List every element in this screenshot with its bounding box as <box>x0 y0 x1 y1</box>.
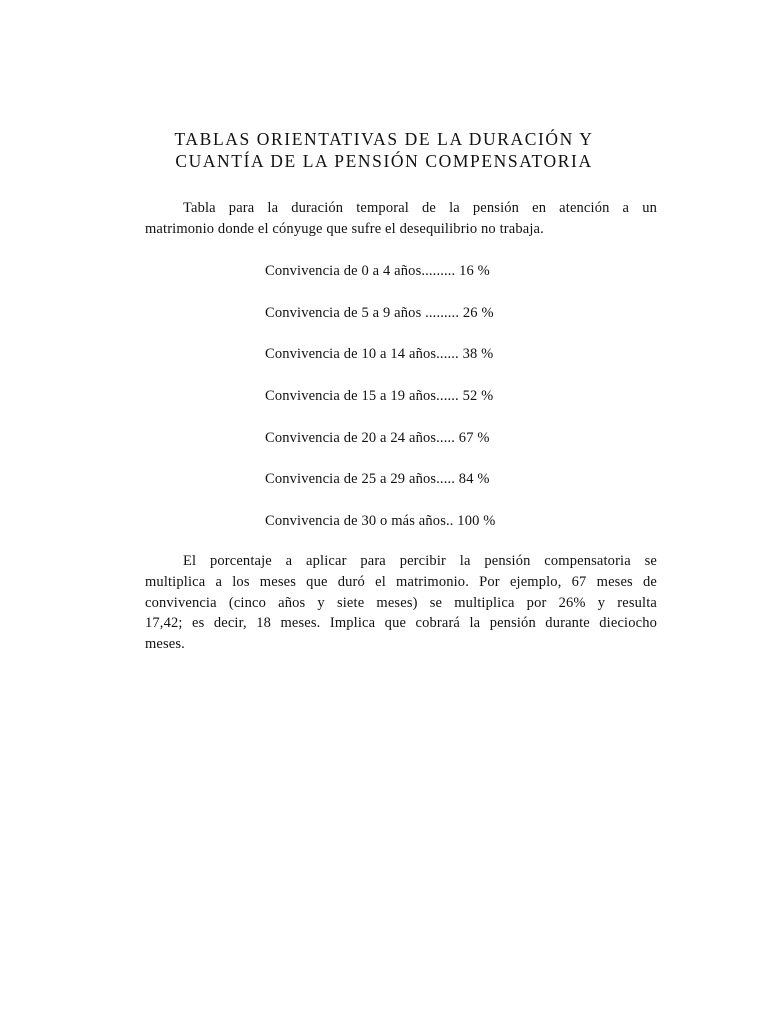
table-row: Convivencia de 25 a 29 años..... 84 % <box>265 471 490 488</box>
table-row: Convivencia de 10 a 14 años...... 38 % <box>265 346 494 363</box>
explanation-line: convivencia (cinco años y siete meses) se multiplica por 26% y resulta <box>145 594 657 611</box>
title-line-1: TABLAS ORIENTATIVAS DE LA DURACIÓN Y <box>174 129 594 149</box>
explanation-line: 17,42; es decir, 18 meses. Implica que cobrará la pensión durante dieciocho <box>145 615 657 632</box>
explanation-line: El porcentaje a aplicar para percibir la pensión compensatoria se <box>183 553 657 569</box>
title-line-2: CUANTÍA DE LA PENSIÓN COMPENSATORIA <box>175 151 593 171</box>
intro-line: Tabla para la duración temporal de la pensión en atención a un <box>183 200 657 216</box>
table-row: Convivencia de 15 a 19 años...... 52 % <box>265 388 494 405</box>
table-row: Convivencia de 30 o más años.. 100 % <box>265 513 496 530</box>
intro-line: matrimonio donde el cónyuge que sufre el desequilibrio no trabaja. <box>145 220 544 237</box>
document-title <box>0 128 768 172</box>
explanation-line: multiplica a los meses que duró el matrimonio. Por ejemplo, 67 meses de <box>145 573 657 590</box>
explanation-paragraph <box>145 551 657 655</box>
explanation-line: meses. <box>145 636 185 653</box>
table-row: Convivencia de 20 a 24 años..... 67 % <box>265 429 490 446</box>
intro-paragraph <box>145 198 657 240</box>
table-row: Convivencia de 5 a 9 años ......... 26 % <box>265 304 494 321</box>
table-row: Convivencia de 0 a 4 años......... 16 % <box>265 263 490 279</box>
duration-table <box>265 261 496 553</box>
